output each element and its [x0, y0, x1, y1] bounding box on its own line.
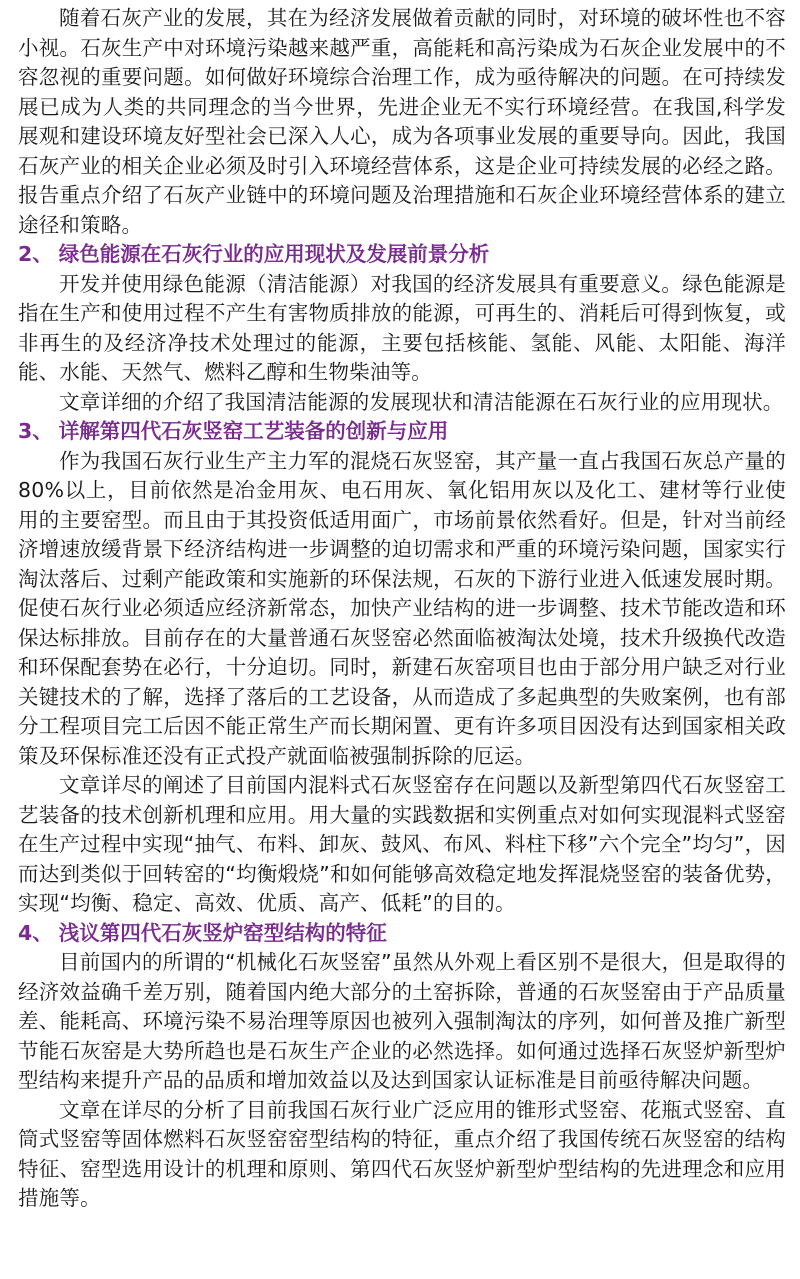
section-2-paragraph-2: 文章详细的介绍了我国清洁能源的发展现状和清洁能源在石灰行业的应用现状。	[59, 389, 784, 414]
intro-paragraph: 随着石灰产业的发展，其在为经济发展做着贡献的同时，对环境的破坏性也不容小视。石灰生产中对环境污染越来越严重，高能耗和高污染成为石灰企业发展中的不容忽视的重要问题。如何做好环境综合治理工作，成为亟待解决的问题。在可持续发展已成为人类的共同理念的当今世界，先进企业无不实行环境经营。在我国,科学发展观和建设环境友好型社会已深入人心，成为各项事业发展的重要导向。因此，我国石灰产业的相关企业必须及时引入环境经营体系，这是企业可持续发展的必经之路。报告重点介绍了石灰产业链中的环境问题及治理措施和石灰企业环境经营体系的建立途径和策略。	[18, 6, 786, 237]
section-2-paragraph-1: 开发并使用绿色能源（清洁能源）对我国的经济发展具有重要意义。绿色能源是指在生产和使用过程不产生有害物质排放的能源，可再生的、消耗后可得到恢复，或非再生的及经济净技术处理过的能源，主要包括核能、氢能、风能、太阳能、海洋能、水能、天然气、燃料乙醇和生物柴油等。	[18, 271, 786, 384]
section-4-heading	[18, 919, 786, 949]
section-2-number: 2、	[18, 242, 53, 266]
section-2-heading	[18, 240, 786, 270]
section-4-paragraph-1: 目前国内的所谓的“机械化石灰竖窑”虽然从外观上看区别不是很大，但是取得的经济效益确千差万别，随着国内绝大部分的土窑拆除，普通的石灰竖窑由于产品质量差、能耗高、环境污染不易治理等原因也被列入强制淘汰的序列，如何普及推广新型节能石灰窑是大势所趋也是石灰生产企业的必然选择。如何通过选择石灰竖炉新型炉型结构来提升产品的品质和增加效益以及达到国家认证标准是目前亟待解决问题。	[18, 950, 786, 1092]
section-3-paragraph-2: 文章详尽的阐述了目前国内混料式石灰竖窑存在问题以及新型第四代石灰竖窑工艺装备的技术创新机理和应用。用大量的实践数据和实例重点对如何实现混料式竖窑在生产过程中实现“抽气、布料、卸灰、鼓风、布风、料柱下移”六个完全”均匀”，因而达到类似于回转窑的“均衡煅烧”和如何能够高效稳定地发挥混烧竖窑的装备优势，实现“均衡、稳定、高效、优质、高产、低耗”的目的。	[18, 773, 786, 915]
section-2-title: 绿色能源在石灰行业的应用现状及发展前景分析	[58, 242, 490, 266]
section-3-paragraph-1: 作为我国石灰行业生产主力军的混烧石灰竖窑，其产量一直占我国石灰总产量的 80%以上，目前依然是冶金用灰、电石用灰、氧化铝用灰以及化工、建材等行业使用的主要窑型。而且由于其投资低适用面广，市场前景依然看好。但是，针对当前经济增速放缓背景下经济结构进一步调整的迫切需求和严重的环境污染问题，国家实行淘汰落后、过剩产能政策和实施新的环保法规，石灰的下游行业进入低速发展时期。促使石灰行业必须适应经济新常态，加快产业结构的进一步调整、技术节能改造和环保达标排放。目前存在的大量普通石灰竖窑必然面临被淘汰处境，技术升级换代改造和环保配套势在必行，十分迫切。同时，新建石灰窑项目也由于部分用户缺乏对行业关键技术的了解，选择了落后的工艺设备，从而造成了多起典型的失败案例，也有部分工程项目完工后因不能正常生产而长期闲置、更有许多项目因没有达到国家相关政策及环保标准还没有正式投产就面临被强制拆除的厄运。	[18, 448, 786, 768]
section-4-number: 4、	[18, 920, 53, 945]
section-4-title: 浅议第四代石灰竖炉窑型结构的特征	[58, 920, 387, 945]
section-3-heading	[18, 417, 786, 447]
section-3-number: 3、	[18, 419, 53, 443]
section-4-paragraph-2: 文章在详尽的分析了目前我国石灰行业广泛应用的锥形式竖窑、花瓶式竖窑、直筒式竖窑等固体燃料石灰竖窑窑型结构的特征，重点介绍了我国传统石灰竖窑的结构特征、窑型选用设计的机理和原则、第四代石灰竖炉新型炉型结构的先进理念和应用措施等。	[18, 1097, 786, 1210]
section-3-title: 详解第四代石灰竖窑工艺装备的创新与应用	[58, 419, 449, 443]
